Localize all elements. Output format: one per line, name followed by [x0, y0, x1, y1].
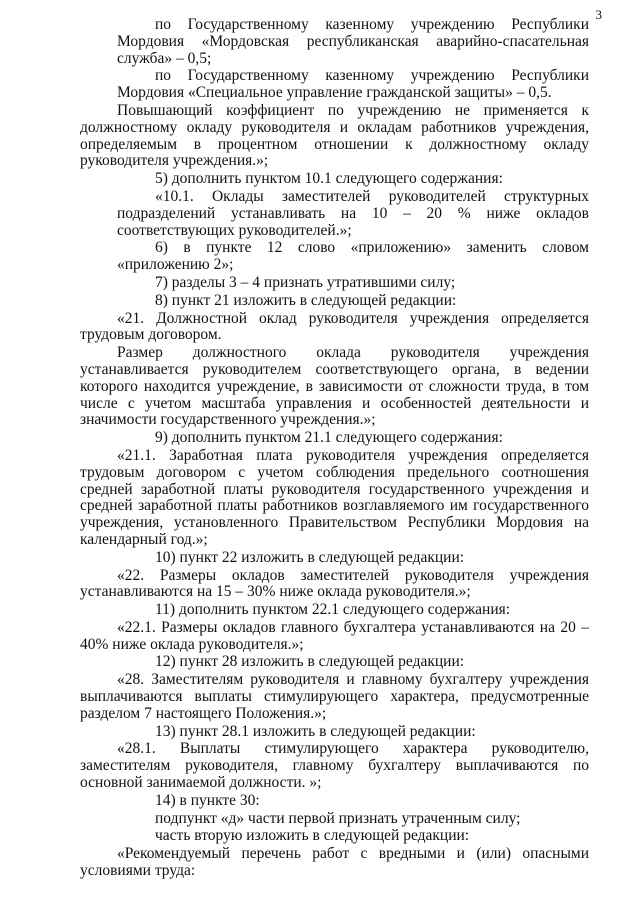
paragraph: 11) дополнить пунктом 22.1 следующего содержания: — [155, 601, 511, 619]
paragraph: «Рекомендуемый перечень работ с вредными и (или) опасными условиями труда: — [80, 845, 589, 880]
paragraph: по Государственному казенному учреждению Республики Мордовия «Специальное управление гражданской защиты» – 0,5. — [117, 67, 589, 102]
paragraph: подпункт «д» части первой признать утраченным силу; — [155, 809, 521, 827]
paragraph: 5) дополнить пунктом 10.1 следующего содержания: — [155, 170, 503, 188]
paragraph: 13) пункт 28.1 изложить в следующей редакции: — [155, 722, 476, 740]
paragraph: 14) в пункте 30: — [155, 791, 260, 809]
paragraph: 10) пункт 22 изложить в следующей редакции: — [155, 548, 465, 566]
paragraph: Размер должностного оклада руководителя учреждения устанавливается руководителем соответствующего органа, в ведении которого находится учреждение, в зависимости от сложности труда, в том числе с учетом масштаба управления и особенностей деятельности и значимости государственного учреждения.»; — [80, 344, 589, 429]
paragraph: «21. Должностной оклад руководителя учреждения определяется трудовым договором. — [80, 309, 589, 344]
paragraph: 9) дополнить пунктом 21.1 следующего содержания: — [155, 429, 503, 447]
paragraph: «22. Размеры окладов заместителей руководителя учреждения устанавливаются на 15 – 30% ниже оклада руководителя.»; — [80, 566, 589, 601]
paragraph: Повышающий коэффициент по учреждению не применяется к должностному окладу руководителя и окладам работников учреждения, определяемым в процентном отношении к должностному окладу руководителя учреждения.»; — [80, 101, 589, 170]
paragraph: 12) пункт 28 изложить в следующей редакции: — [155, 653, 465, 671]
paragraph: «21.1. Заработная плата руководителя учреждения определяется трудовым договором с учетом соблюдения предельного соотношения средней заработной платы руководителя государственного учреждения и средней заработной платы работников возглавляемого им государственного учреждения, установленного Правительством Республики Мордовия на календарный год.»; — [80, 446, 589, 548]
paragraph: «28.1. Выплаты стимулирующего характера руководителю, заместителям руководителя, главному бухгалтеру выплачиваются по основной занимаемой должности. »; — [80, 740, 589, 792]
paragraph: 6) в пункте 12 слово «приложению» заменить словом «приложению 2»; — [117, 239, 589, 274]
page-number: 3 — [595, 7, 602, 22]
paragraph: по Государственному казенному учреждению Республики Мордовия «Мордовская республиканская аварийно-спасательная служба» – 0,5; — [117, 16, 589, 67]
paragraph: 7) разделы 3 – 4 признать утратившими силу; — [155, 273, 456, 291]
paragraph: «22.1. Размеры окладов главного бухгалтера устанавливаются на 20 – 40% ниже оклада руководителя.»; — [80, 618, 589, 653]
document-body — [80, 16, 589, 881]
paragraph: «10.1. Оклады заместителей руководителей структурных подразделений устанавливать на 10 – 20 % ниже окладов соответствующих руководителей.»; — [117, 187, 589, 239]
paragraph: часть вторую изложить в следующей редакции: — [155, 827, 470, 845]
paragraph: «28. Заместителям руководителя и главному бухгалтеру учреждения выплачиваются выплаты стимулирующего характера, предусмотренные разделом 7 настоящего Положения.»; — [80, 671, 589, 722]
paragraph: 8) пункт 21 изложить в следующей редакции: — [155, 291, 457, 309]
